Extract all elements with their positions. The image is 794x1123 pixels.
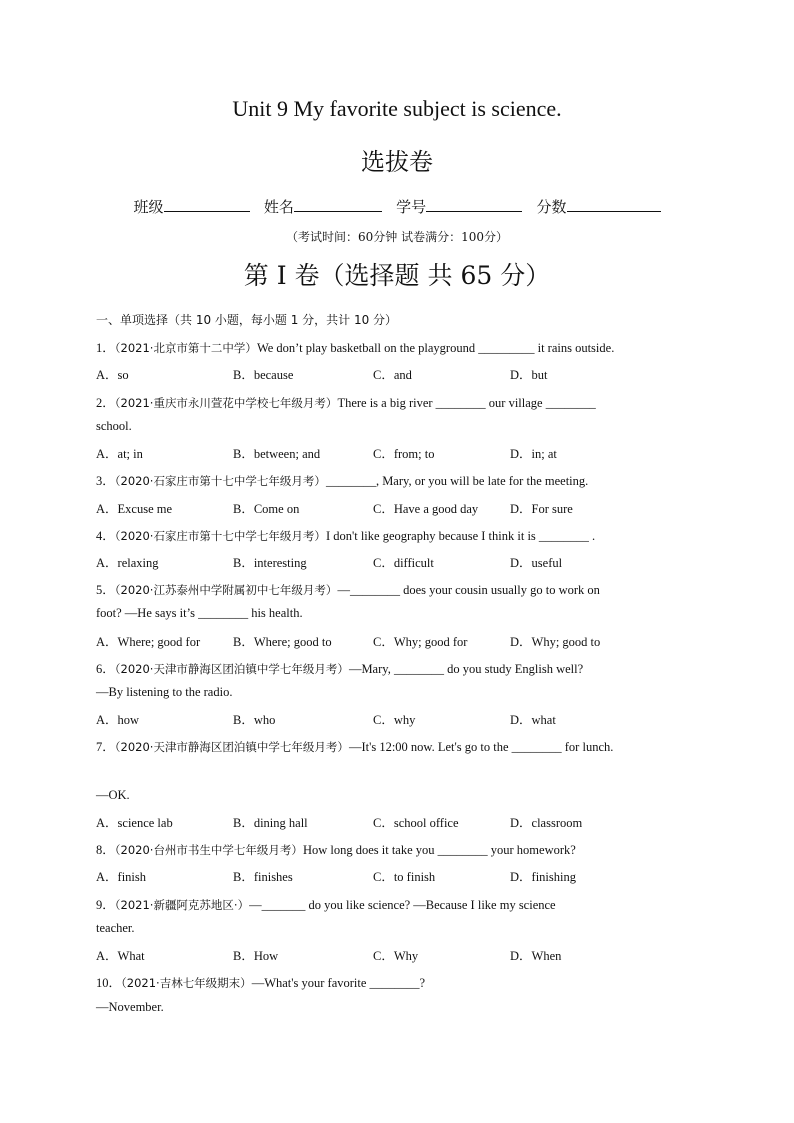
- option-c[interactable]: C．school office: [373, 816, 459, 830]
- name-blank[interactable]: [294, 197, 382, 212]
- question-text: How long does it take you ________ your homework?: [302, 843, 576, 857]
- option-c[interactable]: C．to finish: [373, 870, 436, 884]
- option-d[interactable]: D．Why; good to: [510, 635, 601, 649]
- option-b[interactable]: B．interesting: [233, 556, 307, 570]
- option-d[interactable]: D．what: [510, 713, 556, 727]
- option-d[interactable]: D．When: [510, 949, 562, 963]
- question-number: 6．: [96, 662, 115, 676]
- question-source: （2020·台州市书生中学七年级月考）: [114, 843, 303, 857]
- question-3: [96, 471, 588, 489]
- question-source: （2020·石家庄市第十七中学七年级月考）: [114, 474, 326, 488]
- option-d[interactable]: D．For sure: [510, 502, 573, 516]
- question-source: （2021·新疆阿克苏地区·）: [114, 898, 250, 912]
- question-source: （2021·重庆市永川萱花中学校七年级月考）: [114, 396, 338, 410]
- option-c[interactable]: C．difficult: [373, 556, 434, 570]
- option-b[interactable]: B．finishes: [233, 870, 293, 884]
- option-d[interactable]: D．useful: [510, 556, 563, 570]
- question-number: 9．: [96, 898, 115, 912]
- question-number: 8．: [96, 843, 115, 857]
- option-d[interactable]: D．finishing: [510, 870, 576, 884]
- question-source: （2021·吉林七年级期末）: [121, 976, 252, 990]
- document-subtitle: 选拔卷: [361, 148, 433, 176]
- question-source: （2021·北京市第十二中学）: [114, 341, 257, 355]
- question-5: [96, 580, 600, 598]
- option-c[interactable]: C．Have a good day: [373, 502, 479, 516]
- question-7-continuation: —OK.: [96, 788, 130, 802]
- option-a[interactable]: A．how: [96, 713, 140, 727]
- question-1: [96, 338, 614, 356]
- option-b[interactable]: B．between; and: [233, 447, 321, 461]
- question-text: —What's your favorite ________?: [251, 976, 426, 990]
- question-5-continuation: foot? —He says it’s ________ his health.: [96, 606, 303, 620]
- question-2-continuation: school.: [96, 419, 132, 433]
- options-6: [96, 710, 716, 728]
- question-text: —________ does your cousin usually go to work on: [337, 583, 600, 597]
- question-source: （2020·天津市静海区团泊镇中学七年级月考）: [114, 662, 349, 676]
- options-2: [96, 444, 716, 462]
- options-5: [96, 632, 716, 650]
- question-text: We don’t play basketball on the playground _________ it rains outside.: [256, 341, 615, 355]
- option-b[interactable]: B．who: [233, 713, 276, 727]
- option-c[interactable]: C．why: [373, 713, 416, 727]
- option-b[interactable]: B．How: [233, 949, 279, 963]
- question-10: [96, 973, 425, 991]
- name-label: 姓名: [263, 198, 294, 216]
- id-blank[interactable]: [426, 197, 522, 212]
- section-heading: 一、单项选择（共 10 小题，每小题 1 分，共计 10 分）: [96, 313, 398, 327]
- question-text: There is a big river ________ our village ________: [337, 396, 596, 410]
- option-a[interactable]: A．science lab: [96, 816, 173, 830]
- options-9: [96, 946, 716, 964]
- option-c[interactable]: C．from; to: [373, 447, 435, 461]
- question-text: —It's 12:00 now. Let's go to the ________ for lunch.: [348, 740, 614, 754]
- student-info-row: [0, 196, 794, 217]
- class-blank[interactable]: [164, 197, 250, 212]
- class-label: 班级: [133, 198, 164, 216]
- question-2: [96, 393, 596, 411]
- question-6: [96, 659, 583, 677]
- question-6-continuation: —By listening to the radio.: [96, 685, 233, 699]
- options-4: [96, 553, 716, 571]
- options-8: [96, 867, 716, 885]
- question-number: 5．: [96, 583, 115, 597]
- question-text: —Mary, ________ do you study English well?: [348, 662, 584, 676]
- option-a[interactable]: A．Where; good for: [96, 635, 201, 649]
- question-number: 2．: [96, 396, 115, 410]
- option-b[interactable]: B．dining hall: [233, 816, 308, 830]
- question-source: （2020·天津市静海区团泊镇中学七年级月考）: [114, 740, 349, 754]
- option-b[interactable]: B．Where; good to: [233, 635, 332, 649]
- option-d[interactable]: D．in; at: [510, 447, 557, 461]
- question-8: [96, 840, 576, 858]
- question-9-continuation: teacher.: [96, 921, 135, 935]
- option-a[interactable]: A．so: [96, 368, 129, 382]
- option-a[interactable]: A．finish: [96, 870, 147, 884]
- option-a[interactable]: A．What: [96, 949, 145, 963]
- option-a[interactable]: A．relaxing: [96, 556, 159, 570]
- options-7: [96, 813, 716, 831]
- option-c[interactable]: C．and: [373, 368, 412, 382]
- question-4: [96, 526, 595, 544]
- score-blank[interactable]: [567, 197, 661, 212]
- option-b[interactable]: B．Come on: [233, 502, 300, 516]
- question-7: [96, 737, 613, 755]
- score-label: 分数: [536, 198, 567, 216]
- options-1: [96, 365, 716, 383]
- question-text: I don't like geography because I think it is ________ .: [325, 529, 596, 543]
- question-10-continuation: —November.: [96, 1000, 164, 1014]
- question-text: ________, Mary, or you will be late for the meeting.: [325, 474, 589, 488]
- option-d[interactable]: D．but: [510, 368, 548, 382]
- question-number: 3．: [96, 474, 115, 488]
- question-number: 7．: [96, 740, 115, 754]
- question-source: （2020·江苏泰州中学附属初中七年级月考）: [114, 583, 338, 597]
- option-d[interactable]: D．classroom: [510, 816, 583, 830]
- question-9: [96, 895, 556, 913]
- option-b[interactable]: B．because: [233, 368, 294, 382]
- part-title: 第 I 卷（选择题 共 65 分）: [243, 261, 551, 290]
- question-number: 4．: [96, 529, 115, 543]
- question-source: （2020·石家庄市第十七中学七年级月考）: [114, 529, 326, 543]
- question-number: 10．: [96, 976, 122, 990]
- id-label: 学号: [396, 198, 427, 216]
- option-c[interactable]: C．Why: [373, 949, 419, 963]
- option-c[interactable]: C．Why; good for: [373, 635, 468, 649]
- option-a[interactable]: A．at; in: [96, 447, 143, 461]
- question-text: —_______ do you like science? —Because I like my science: [249, 898, 556, 912]
- document-title: Unit 9 My favorite subject is science.: [232, 96, 562, 121]
- options-3: [96, 499, 716, 517]
- question-number: 1．: [96, 341, 115, 355]
- exam-note: （考试时间：60分钟 试卷满分：100分）: [286, 230, 508, 244]
- option-a[interactable]: A．Excuse me: [96, 502, 173, 516]
